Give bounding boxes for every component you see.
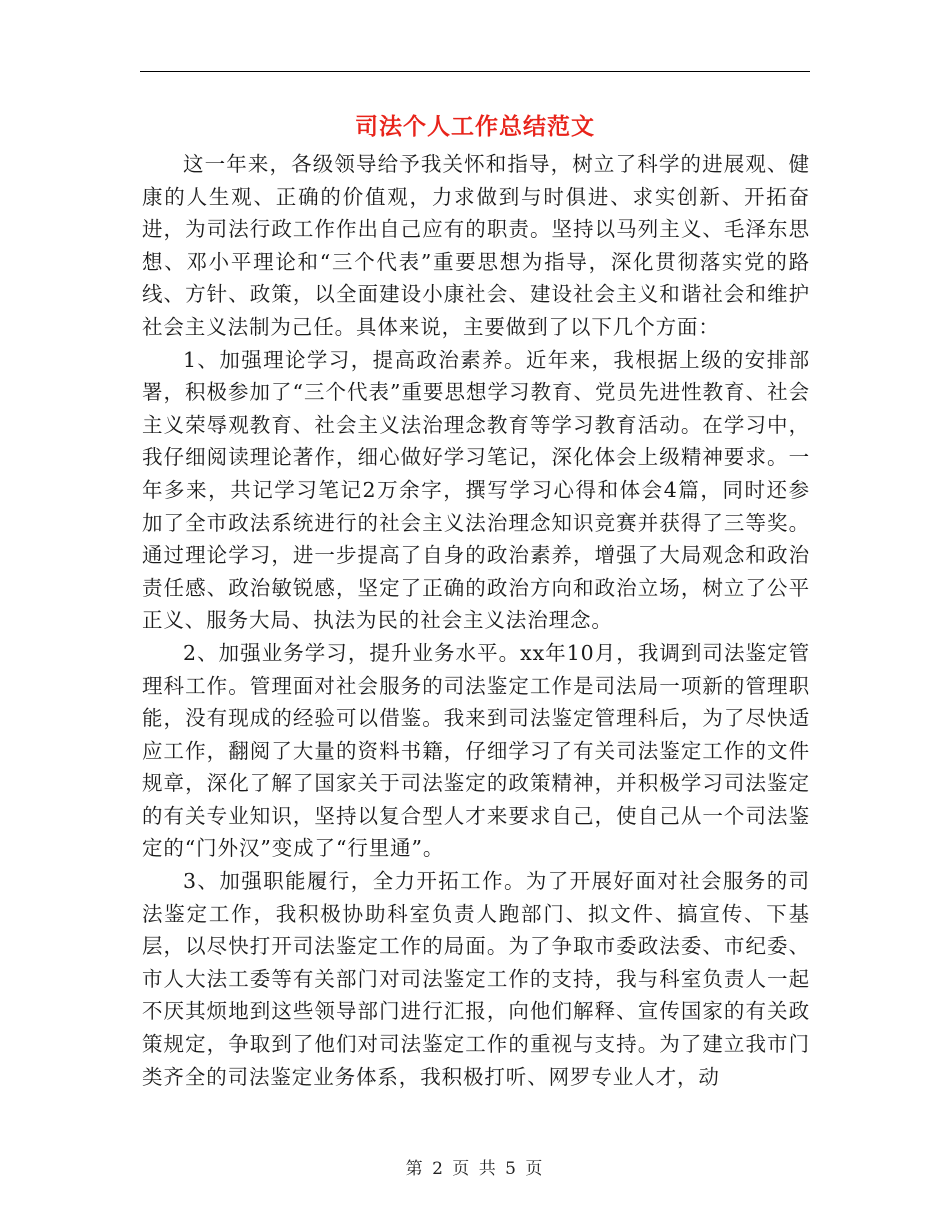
page-number-footer: 第 2 页 共 5 页: [405, 1159, 545, 1179]
paragraph-intro: 这一年来，各级领导给予我关怀和指导，树立了科学的进展观、健康的人生观、正确的价值观，力求做到与时俱进、求实创新、开拓奋进，为司法行政工作作出自己应有的职责。坚持以马列主义、毛泽东思想、邓小平理论和“三个代表”重要思想为指导，深化贯彻落实党的路线、方针、政策，以全面建设小康社会、建设社会主义和谐社会和维护社会主义法制为己任。具体来说，主要做到了以下几个方面：: [142, 152, 810, 339]
paragraph-theory-study: 1、加强理论学习，提高政治素养。近年来，我根据上级的安排部署，积极参加了“三个代表”重要思想学习教育、党员先进性教育、社会主义荣辱观教育、社会主义法治理念教育等学习教育活动。在学习中，我仔细阅读理论著作，细心做好学习笔记，深化体会上级精神要求。一年多来，共记学习笔记2万余字，撰写学习心得和体会4篇，同时还参加了全市政法系统进行的社会主义法治理念知识竞赛并获得了三等奖。通过理论学习，进一步提高了自身的政治素养，增强了大局观念和政治责任感、政治敏锐感，坚定了正确的政治方向和政治立场，树立了公平正义、服务大局、执法为民的社会主义法治理念。: [142, 347, 810, 633]
paragraph-function-duty: 3、加强职能履行，全力开拓工作。为了开展好面对社会服务的司法鉴定工作，我积极协助科室负责人跑部门、拟文件、搞宣传、下基层，以尽快打开司法鉴定工作的局面。为了争取市委政法委、市纪委、市人大法工委等有关部门对司法鉴定工作的支持，我与科室负责人一起不厌其烦地到这些领导部门进行汇报，向他们解释、宣传国家的有关政策规定，争取到了他们对司法鉴定工作的重视与支持。为了建立我市门类齐全的司法鉴定业务体系，我积极打听、网罗专业人才，动: [142, 869, 810, 1089]
paragraph-business-study: 2、加强业务学习，提升业务水平。xx年10月，我调到司法鉴定管理科工作。管理面对社会服务的司法鉴定工作是司法局一项新的管理职能，没有现成的经验可以借鉴。我来到司法鉴定管理科后，为了尽快适应工作，翻阅了大量的资料书籍，仔细学习了有关司法鉴定工作的文件规章，深化了解了国家关于司法鉴定的政策精神，并积极学习司法鉴定的有关专业知识，坚持以复合型人才来要求自己，使自己从一个司法鉴定的“门外汉”变成了“行里通”。: [142, 640, 810, 861]
document-title: 司法个人工作总结范文: [355, 113, 595, 140]
document-body: [142, 148, 810, 1093]
header-rule: [140, 71, 810, 72]
